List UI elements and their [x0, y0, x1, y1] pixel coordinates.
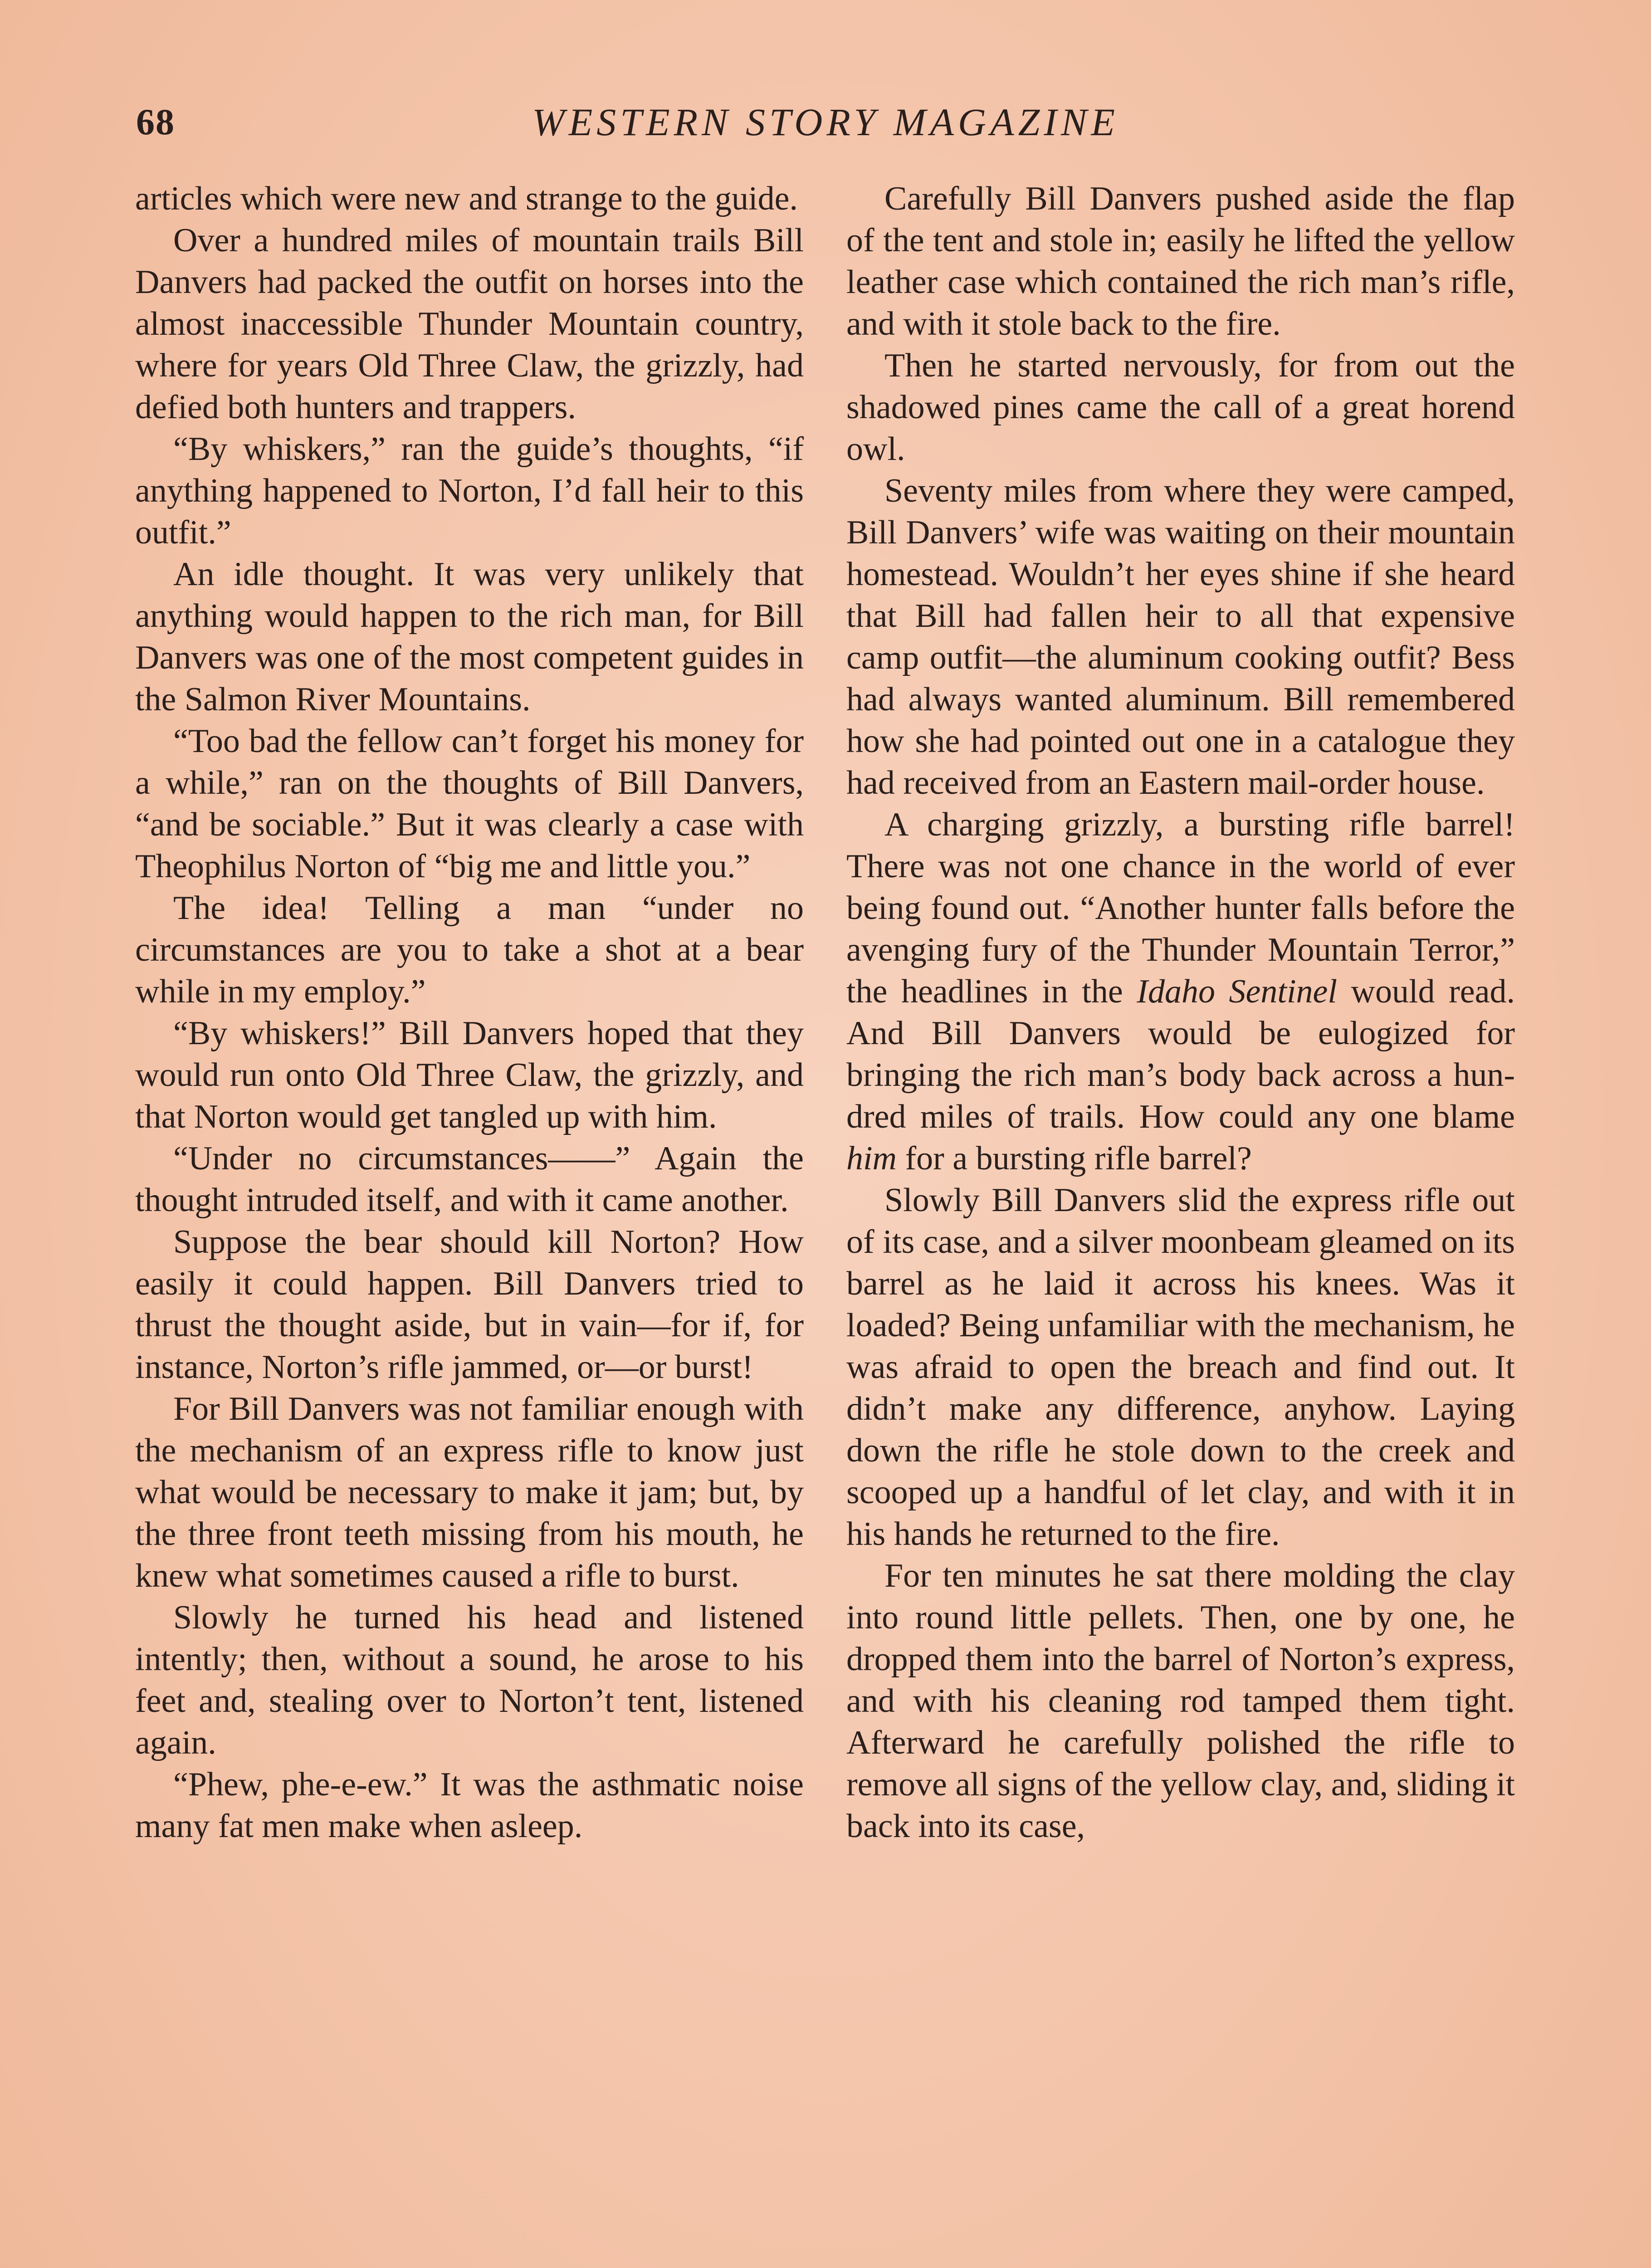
paragraph: Slowly Bill Danvers slid the express rifle out of its case, and a silver moonbeam gleamed on its barrel as he laid it across his knees. Was it loaded? Being unfamiliar with the mechanism, he was afraid to open the breach and find out. It didn’t make any difference, anyhow. Laying down the rifle he stole down to the creek and scooped up a handful of let clay, and with it in his hands he returned to the fire.	[846, 1182, 1515, 1553]
right-column	[846, 178, 1515, 1847]
page-header	[136, 97, 1515, 147]
paragraph: “By whiskers!” Bill Danvers hoped that they would run onto Old Three Claw, the grizzly, and that Norton would get tangled up with him.	[135, 1015, 804, 1135]
paragraph: “By whiskers,” ran the guide’s thoughts, “if anything happened to Norton, I’d fall heir to this outfit.”	[135, 430, 804, 551]
paragraph: Carefully Bill Danvers pushed aside the flap of the tent and stole in; easily he lifted the yellow leather case which contained the rich man’s rifle, and with it stole back to the fire.	[846, 180, 1515, 342]
paragraph: “Phew, phe-e-ew.” It was the asthmatic noise many fat men make when asleep.	[135, 1766, 804, 1845]
left-column	[135, 178, 804, 1847]
paragraph-text: for a bursting rifle barrel?	[897, 1140, 1252, 1177]
paragraph: For Bill Danvers was not familiar enough with the mechanism of an express rifle to know just what would be necessary to make it jam; but, by the three front teeth missing from his mouth, he knew what sometimes caused a rifle to burst.	[135, 1390, 804, 1594]
paragraph: Seventy miles from where they were camped, Bill Danvers’ wife was waiting on their mountain homestead. Wouldn’t her eyes shine if she heard that Bill had fallen heir to all that expensive camp outfit—the aluminum cooking outfit? Bess had always wanted aluminum. Bill remembered how she had pointed out one in a catalogue they had received from an Eastern mail-order house.	[846, 472, 1515, 802]
paragraph	[846, 804, 1515, 1179]
paragraph: Then he started nervously, for from out the shadowed pines came the call of a great horend owl.	[846, 347, 1515, 468]
paragraph: “Too bad the fellow can’t forget his money for a while,” ran on the thoughts of Bill Danvers, “and be sociable.” But it was clearly a case with Theophilus Norton of “big me and little you.”	[135, 723, 804, 885]
paragraph: For ten minutes he sat there molding the clay into round little pellets. Then, one by one, he dropped them into the barrel of Norton’s express, and with his cleaning rod tamped them tight. Afterward he carefully polished the rifle to remove all signs of the yellow clay, and, sliding it back into its case,	[846, 1557, 1515, 1845]
paragraph: Slowly he turned his head and listened intently; then, without a sound, he arose to his feet and, stealing over to Norton’t tent, listened again.	[135, 1599, 804, 1761]
running-head: WESTERN STORY MAGAZINE	[532, 100, 1119, 144]
paragraph: An idle thought. It was very unlikely that anything would happen to the rich man, for Bill Danvers was one of the most competent guides in the Salmon River Mountains.	[135, 556, 804, 718]
paragraph: “Under no circumstances——” Again the thought intruded itself, and with it came another.	[135, 1140, 804, 1219]
paragraph: Over a hundred miles of mountain trails Bill Danvers had packed the outfit on horses into the almost inaccessible Thunder Mountain country, where for years Old Three Claw, the grizzly, had defied both hunters and trappers.	[135, 222, 804, 426]
paragraph-text: would read. And Bill Danvers would be eulogized for bringing the rich man’s body back across a hundred miles of trails. How could any one blame	[846, 973, 1515, 1135]
page-number: 68	[136, 101, 175, 142]
paragraph: Suppose the bear should kill Norton? How easily it could happen. Bill Danvers tried to thrust the thought aside, but in vain—for if, for instance, Norton’s rifle jammed, or—or burst!	[135, 1223, 804, 1386]
newspaper-title: Idaho Sentinel	[1137, 973, 1337, 1010]
paragraph-text: A charging grizzly, a bursting rifle barrel! There was not one chance in the world of ever being found out. “Another hunter falls before the avenging fury of the Thunder Mountain Terror,” the headlines in the	[846, 806, 1515, 1010]
emphasis: him	[846, 1140, 897, 1177]
paragraph: The idea! Telling a man “under no circumstances are you to take a shot at a bear while in my employ.”	[135, 890, 804, 1010]
paragraph: articles which were new and strange to the guide.	[135, 180, 798, 217]
